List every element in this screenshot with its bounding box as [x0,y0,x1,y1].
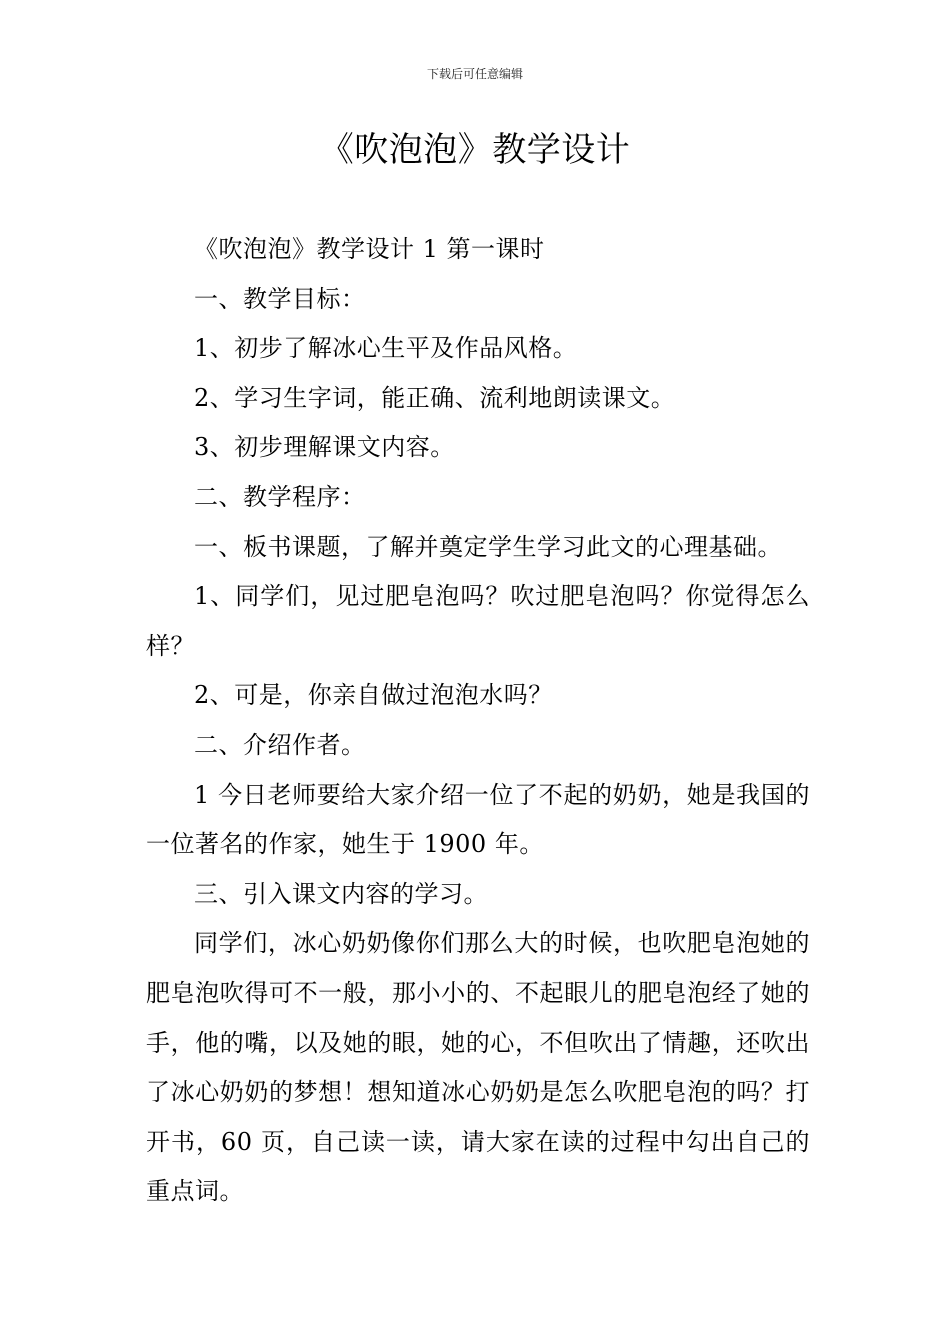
objective-item: 3、初步理解课文内容。 [194,433,455,462]
procedure-item: 2、可是，你亲自做过泡泡水吗？ [194,681,553,710]
section-heading-objectives: 一、教学目标： [194,284,366,313]
document-title: 《吹泡泡》教学设计 [319,130,631,170]
procedure-step: 一、板书课题，了解并奠定学生学习此文的心理基础。 [194,532,782,561]
document-body [146,225,810,1217]
procedure-step: 三、引入课文内容的学习。 [194,879,488,908]
lesson-heading: 《吹泡泡》教学设计 1 第一课时 [194,235,545,263]
section-heading-procedure: 二、教学程序： [194,482,366,511]
procedure-item: 1、同学们，见过肥皂泡吗？吹过肥皂泡吗？你觉得怎么样？ [146,582,810,660]
body-paragraph: 同学们，冰心奶奶像你们那么大的时候，也吹肥皂泡她的肥皂泡吹得可不一般，那小小的、不起眼儿的肥皂泡经了她的手，他的嘴，以及她的眼，她的心，不但吹出了情趣，还吹出了冰心奶奶的梦想！想知道冰心奶奶是怎么吹肥皂泡的吗？打开书，60 页，自己读一读，请大家在读的过程中勾出自己的重点词。 [146,929,810,1206]
procedure-step: 二、介绍作者。 [194,730,366,759]
procedure-item: 1 今日老师要给大家介绍一位了不起的奶奶，她是我国的一位著名的作家，她生于 1900 年。 [146,780,810,859]
header-note: 下载后可任意编辑 [426,67,523,81]
objective-item: 2、学习生字词，能正确、流利地朗读课文。 [194,383,676,412]
objective-item: 1、初步了解冰心生平及作品风格。 [194,334,578,363]
